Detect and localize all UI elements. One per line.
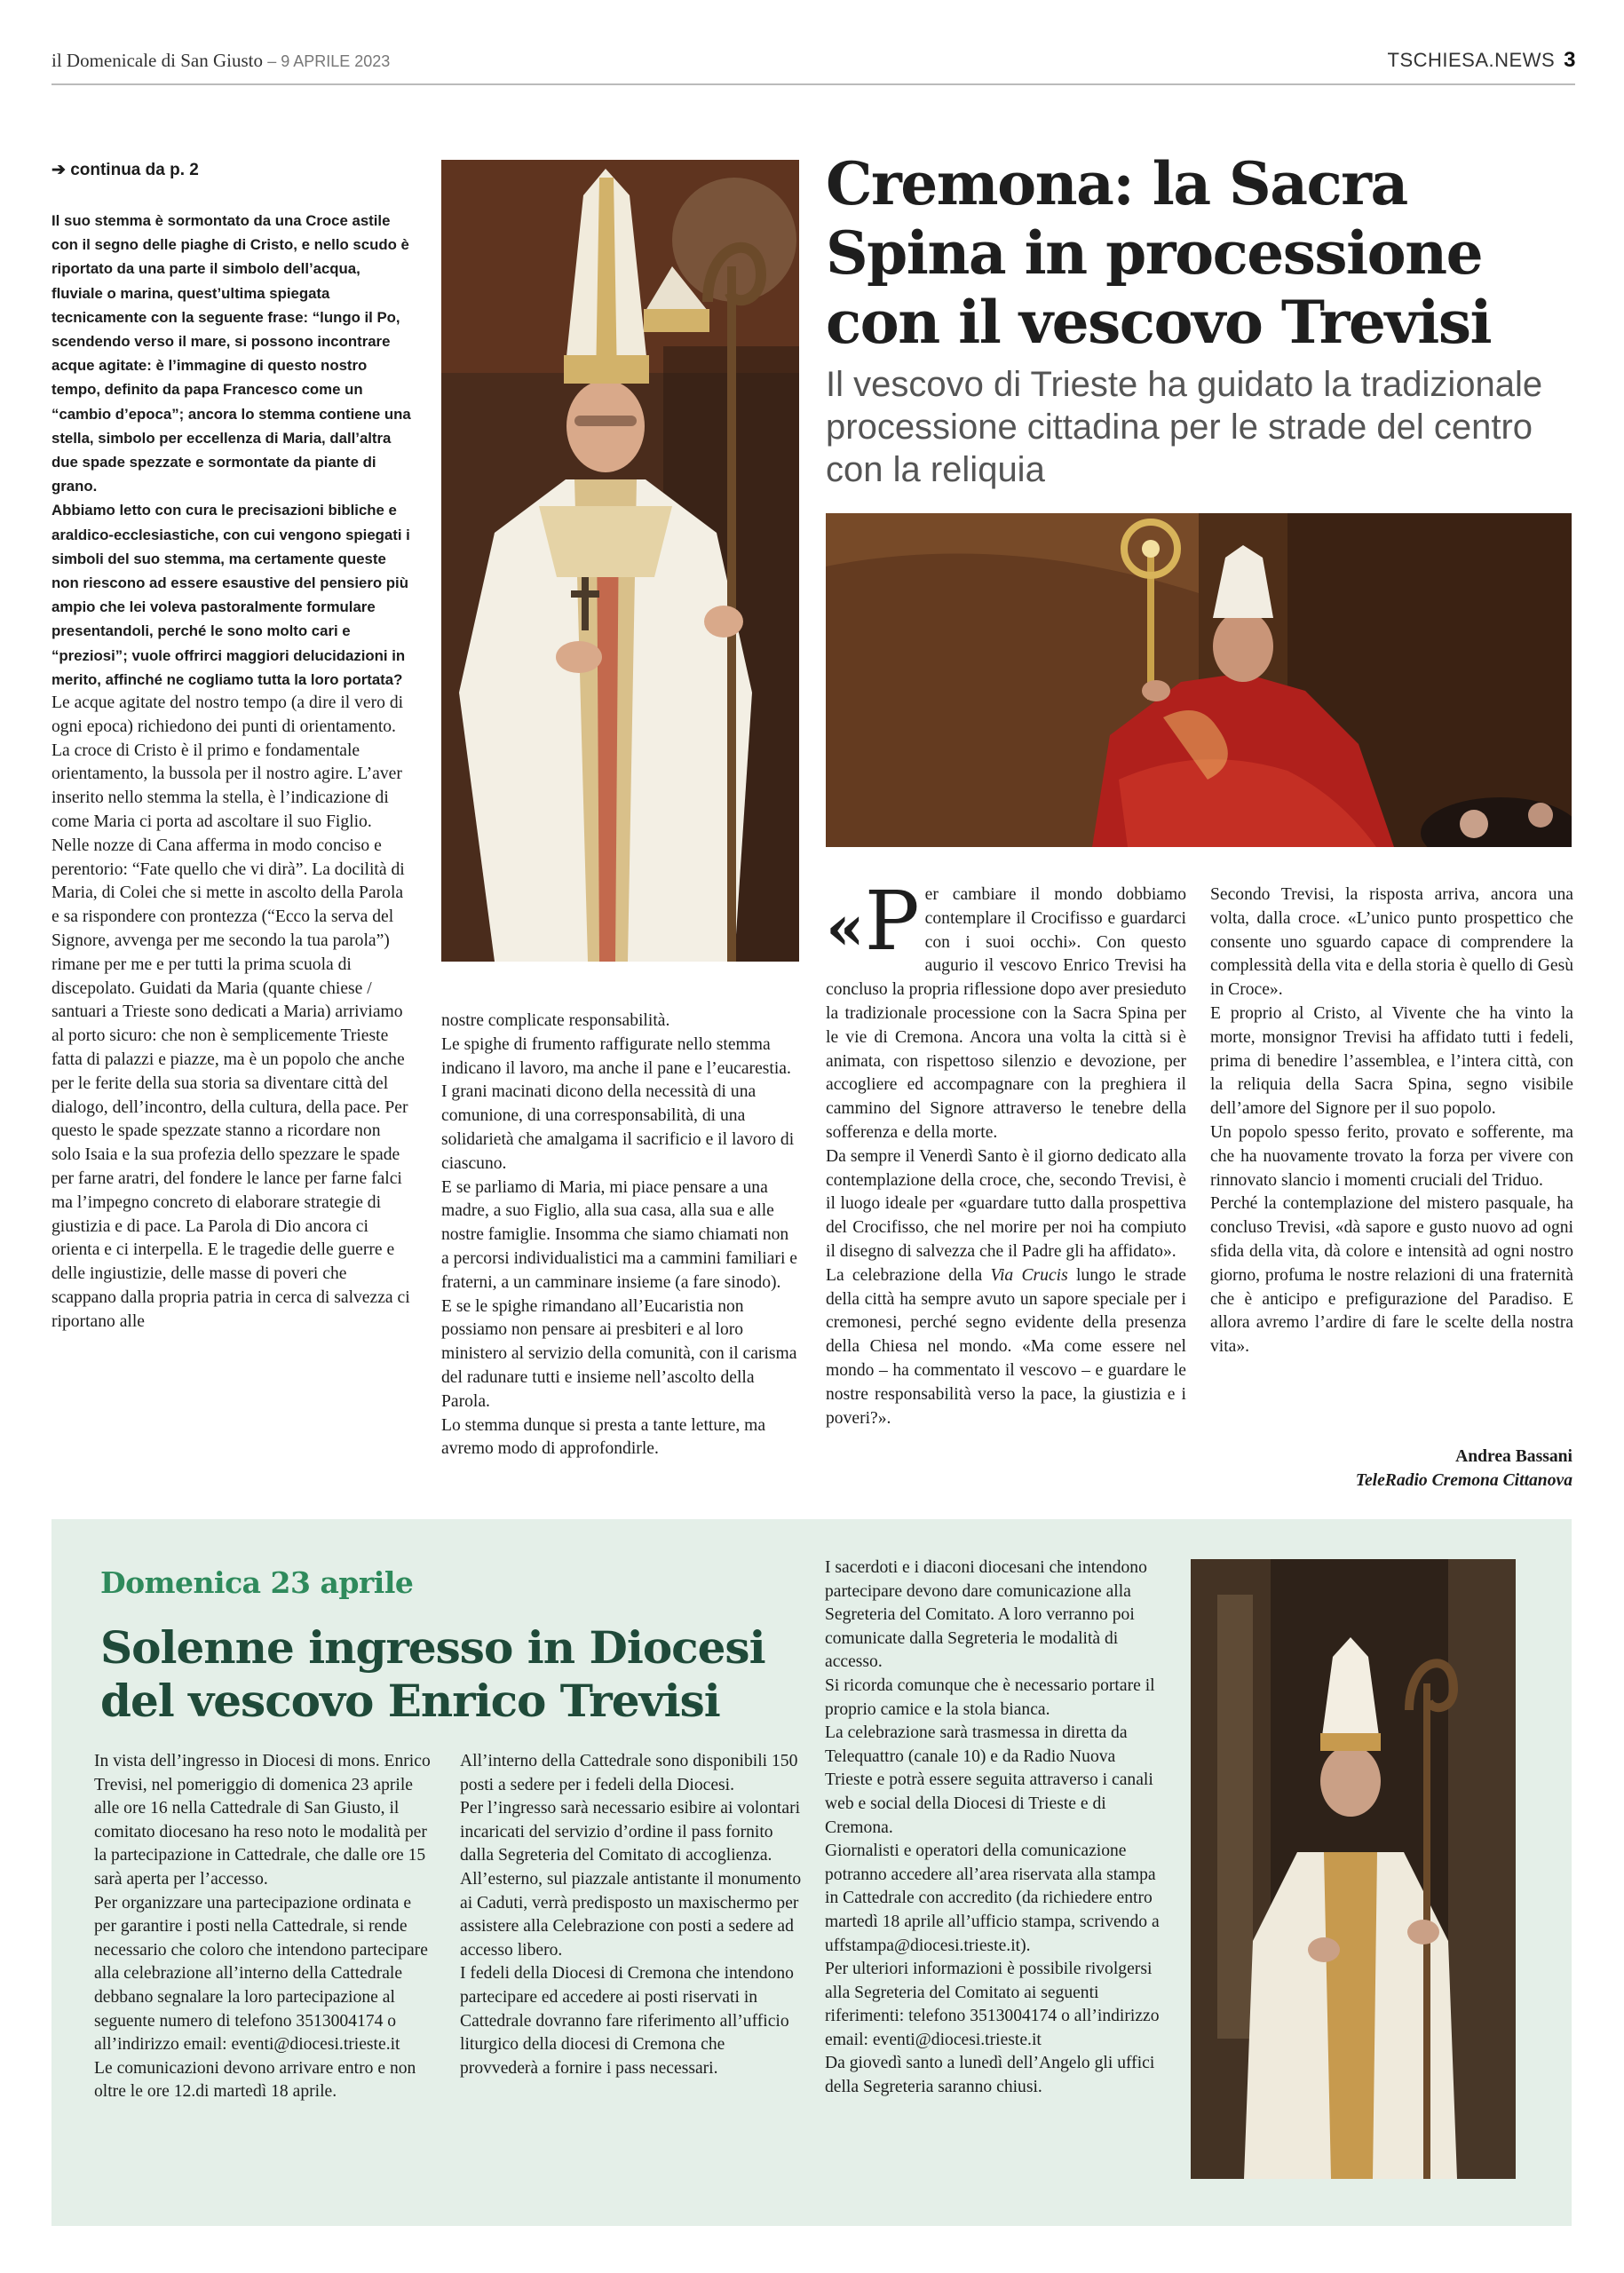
middle-paragraph-4: E se le spighe rimandano all’Eucaristia non possiamo non pensare ai presbiteri e al loro ministero al servizio della comunità, con il carisma del radunare tutti e insieme nell’ascolto della Parola. <box>441 1296 797 1411</box>
site-link[interactable]: TSCHIESA.NEWS <box>1387 49 1556 71</box>
middle-paragraph-2: Le spighe di frumento raffigurate nello stemma indicano il lavoro, ma anche il pane e l’eucarestia. I grani macinati dicono della necessità di una comunione, di una corresponsabilità, di una solidarietà che amalgama il sacrificio e il lavoro di ciascuno. <box>441 1034 795 1173</box>
box-paragraph-2: Per organizzare una partecipazione ordinata e per garantire i posti nella Cattedrale, si rende necessario che coloro che intendono partecipare alla celebrazione all’interno della Cattedrale debbano segnalare la loro partecipazione al seguente numero di telefono 3513004174 o all’indirizzo email: eventi@diocesi.trieste.it <box>94 1893 428 2055</box>
author-name: Andrea Bassani <box>1455 1447 1573 1466</box>
article-column-2 <box>1210 883 1573 1359</box>
article-paragraph-3-start: La celebrazione della <box>826 1265 991 1285</box>
middle-paragraph-1: nostre complicate responsabilità. <box>441 1011 670 1030</box>
opening-quote-mark: « <box>826 891 865 964</box>
article-paragraph-3 <box>826 1264 1186 1431</box>
article-headline: Cremona: la Sacra Spina in processione con il vescovo Trevisi <box>826 149 1492 357</box>
box-paragraph-6: All’esterno, sul piazzale antistante il monumento ai Caduti, verrà predisposto un maxischermo per assistere alla Celebrazione con posti a sedere ad accesso libero. <box>460 1869 802 1960</box>
drop-cap: P <box>864 874 920 969</box>
middle-paragraph-5: Lo stemma dunque si presta a tante letture, ma avremo modo di approfondirle. <box>441 1415 766 1459</box>
box-paragraph-1: In vista dell’ingresso in Diocesi di mons. Enrico Trevisi, nel pomeriggio di domenica 23 aprile alle ore 16 nella Cattedrale di San Giusto, il comitato diocesano ha reso noto le modalità per la partecipazione in Cattedrale, che dalle ore 15 sarà aperta per l’accesso. <box>94 1752 431 1889</box>
article-paragraph-6: Un popolo spesso ferito, provato e sofferente, ma che ha nuovamente trovato la forza per vivere con rinnovato slancio i momenti cruciali del Triduo. <box>1210 1122 1573 1190</box>
bishop-cathedral-photo <box>1191 1559 1516 2179</box>
box-paragraph-8: I sacerdoti e i diaconi diocesani che intendono partecipare devono dare comunicazione alla Segreteria del Comitato. A loro verranno poi comunicate dalla Segreteria le modalità di accesso. <box>825 1558 1147 1672</box>
article-paragraph-1: er cambiare il mondo dobbiamo contemplare il Crocifisso e guardarci con i suoi occhi». Con questo augurio il vescovo Enrico Trevisi ha concluso la propria riflessione dopo aver presieduto la tradizionale processione con la Sacra Spina per le vie di Cremona. Ancora una volta la città si è animata, con rispettoso silenzio e devozione, per accogliere ed accompagnare con la preghiera il cammino del Signore attraverso le tenebre della sofferenza e della morte. <box>826 885 1186 1142</box>
box-paragraph-7: I fedeli della Diocesi di Cremona che intendono partecipare ed accedere ai posti riservati in Cattedrale dovranno fare riferimento all’ufficio liturgico della diocesi di Cremona che provvederà a fornire i pass necessari. <box>460 1964 794 2078</box>
bishop-portrait-illustration <box>441 160 799 962</box>
interview-column-middle <box>441 1010 800 1461</box>
box-column-3 <box>825 1556 1167 2100</box>
via-crucis-italic: Via Crucis <box>990 1265 1068 1285</box>
box-paragraph-9: Si ricorda comunque che è necessario portare il proprio camice e la stola bianca. <box>825 1675 1155 1719</box>
middle-paragraph-3: E se parliamo di Maria, mi piace pensare a una madre, a suo Figlio, alla sua casa, alla sua e alle nostre famiglie. Insomma che siamo chiamati non a percorsi individualistici ma a cammini familiari e fraterni, a un camminare insieme (a fare sinodo). <box>441 1177 797 1292</box>
box-paragraph-11: Giornalisti e operatori della comunicazione potranno accedere all’area riservata alla stampa in Cattedrale con accredito (da richiedere entro martedì 18 aprile all’ufficio stampa, scrivendo a uffstampa@diocesi.trieste.it). <box>825 1841 1160 1955</box>
source-name: TeleRadio Cremona Cittanova <box>1355 1471 1573 1490</box>
box-kicker: Domenica 23 aprile <box>100 1565 414 1600</box>
article-subheadline: Il vescovo di Trieste ha guidato la tradizionale processione cittadina per le strade del centro con la reliquia <box>826 365 1543 489</box>
question-paragraph-2: Abbiamo letto con cura le precisazioni bibliche e araldico-ecclesiastiche, con cui vengono spiegati i simboli del suo stemma, ma certamente queste non riescono ad essere esaustive del pensiero più ampio che lei voleva pastoralmente formulare presentandoli, perché le sono molto cari e “preziosi”; vuole offrirci maggiori delucidazioni in merito, affinché ne cogliamo tutta la loro portata? <box>51 502 410 688</box>
header-right <box>1388 48 1577 73</box>
box-paragraph-4: All’interno della Cattedrale sono disponibili 150 posti a sedere per i fedeli della Diocesi. <box>460 1752 798 1794</box>
article-paragraph-3-end: lungo le strade della città ha sempre avuto un sapore speciale per i cremonesi, perché segno evidente della presenza della Chiesa nel mondo. «Ma come essere nel mondo – ha commentato il vescovo – e guardare le nostre responsabilità verso la pace, la giustizia e i poveri?». <box>826 1265 1186 1428</box>
box-title: Solenne ingresso in Diocesi del vescovo Enrico Trevisi <box>100 1621 765 1727</box>
article-paragraph-4: Secondo Trevisi, la risposta arriva, ancora una volta, dalla croce. «L’unico punto prospettico che consente uno sguardo capace di comprendere la complessità della vita e della storia è quello di Gesù in Croce». <box>1210 885 1573 1000</box>
box-paragraph-3: Le comunicazioni devono arrivare entro e non oltre le ore 12.di martedì 18 aprile. <box>94 2058 416 2102</box>
interview-column-left <box>51 158 414 1334</box>
bishop-cathedral-illustration <box>1191 1559 1516 2179</box>
article-paragraph-2: Da sempre il Venerdì Santo è il giorno dedicato alla contemplazione della croce, che, secondo Trevisi, è il luogo ideale per «guardare tutto dalla prospettiva del Crocifisso, che nel morire per noi ha compiuto il disegno di salvezza che il Padre gli ha affidato». <box>826 1146 1186 1261</box>
box-column-1 <box>94 1750 436 2104</box>
procession-photo <box>826 513 1572 847</box>
procession-illustration <box>826 513 1572 847</box>
page-number: 3 <box>1564 48 1576 72</box>
box-paragraph-5: Per l’ingresso sarà necessario esibire ai volontari incaricati del servizio d’ordine il pass fornito dalla Segreteria del Comitato di accoglienza. <box>460 1799 801 1865</box>
continued-from-label: ➔ continua da p. 2 <box>51 161 199 179</box>
article-paragraph-7: Perché la contemplazione del mistero pasquale, ha concluso Trevisi, «dà sapore e gusto nuovo ad ogni sfida della vita, dà colore e intensità ad ogni nostro giorno, profuma le nostre relazioni di una fraternità che è anticipo e prefigurazione del Paradiso. E allora avremo l’ardire di fare le scelte della nostra vita». <box>1210 1194 1573 1357</box>
article-column-1 <box>826 874 1186 1430</box>
article-paragraph-5: E proprio al Cristo, al Vivente che ha vinto la morte, monsignor Trevisi ha affidato tutti i fedeli, prima di benedire l’assemblea, e l’intera città, con la reliquia della Sacra Spina, segno visibile dell’amore del Signore per il suo popolo. <box>1210 1003 1573 1119</box>
question-paragraph-1: Il suo stemma è sormontato da una Croce astile con il segno delle piaghe di Cristo, e nello scudo è riportato da una parte il simbolo dell’acqua, fluviale o marina, quest’ultima spiegata tecnicamente con la seguente frase: “lungo il Po, scendendo verso il mare, si possono incontrare acque agitate: è l’immagine di questo nostro tempo, definito da papa Francesco come un “cambio d’epoca”; ancora lo stemma contiene una stella, simbolo per eccellenza di Maria, dall’altra due spade spezzate e sormontate da piante di grano. <box>51 212 411 495</box>
box-paragraph-12: Per ulteriori informazioni è possibile rivolgersi alla Segreteria del Comitato ai seguenti riferimenti: telefono 3513004174 o all’indirizzo email: eventi@diocesi.trieste.it <box>825 1960 1160 2049</box>
box-paragraph-10: La celebrazione sarà trasmessa in diretta da Telequattro (canale 10) e da Radio Nuova Trieste e potrà essere seguita attraverso i canali web e social della Diocesi di Trieste e di Cremona. <box>825 1723 1153 1837</box>
box-column-2 <box>460 1750 802 2080</box>
masthead-title: il Domenicale di San Giusto <box>51 50 263 71</box>
box-paragraph-13: Da giovedì santo a lunedì dell’Angelo gli uffici della Segreteria saranno chiusi. <box>825 2054 1155 2097</box>
issue-date: – 9 APRILE 2023 <box>267 52 391 70</box>
header-divider <box>51 83 1575 85</box>
byline <box>1356 1445 1573 1493</box>
answer-paragraph: Le acque agitate del nostro tempo (a dire il vero di ogni epoca) richiedono dei punti di orientamento. La croce di Cristo è il primo e fondamentale orientamento, la bussola per il nostro agire. L’aver inserito nello stemma la stella, è l’indicazione di come Maria ci porta ad ascoltare il suo Figlio. Nelle nozze di Cana afferma in modo conciso e perentorio: “Fate quello che vi dirà”. La docilità di Maria, di Colei che si mette in ascolto della Parola e sa rispondere con prontezza (“Ecco la serva del Signore, avvenga per me secondo la tua parola”) rimane per me e per tutti la prima scuola di discepolato. Guidati da Maria (quante chiese / santuari a Trieste sono dedicati a Maria) arriviamo al porto sicuro: che non è semplicemente Trieste fatta di palazzi e piazze, ma è un popolo che anche per le ferite della sua storia sa diventare città del dialogo, dell’incontro, della cultura, della pace. Per questo le spade spezzate stanno a ricordare non solo Isaia e la sua profezia dello spezzare le spade per farne aratri, del fondere le lance per farne falci ma l’impegno concreto di elaborare strategie di giustizia e di pace. La Parola di Dio ancora ci orienta e ci interpella. E le tragedie delle guerre e delle ingiustizie, delle masse di poveri che scappano dalla propria patria in cerca di salvezza ci riportano alle <box>51 693 410 1331</box>
masthead <box>51 50 390 72</box>
bishop-portrait-photo <box>441 160 799 962</box>
